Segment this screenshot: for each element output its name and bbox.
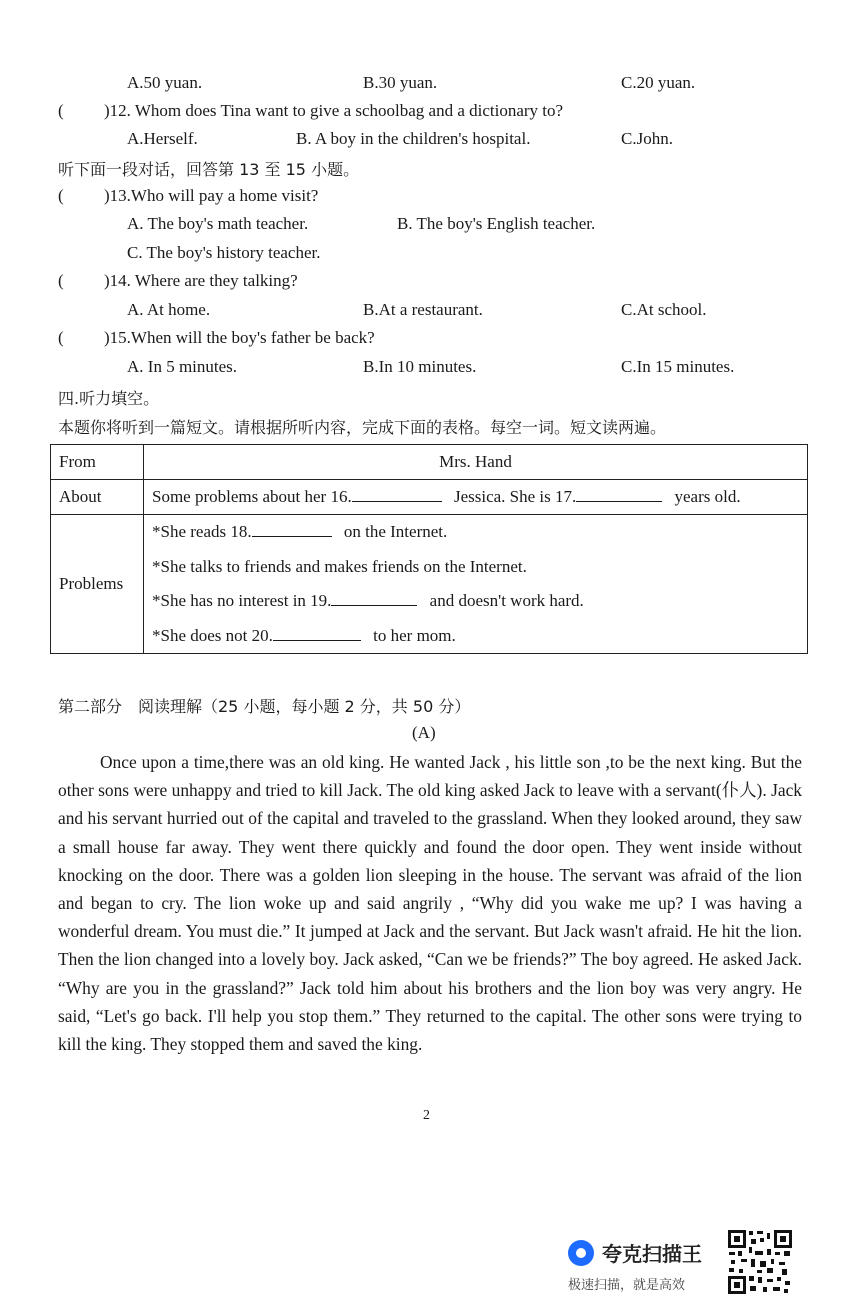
about-text-3: years old. bbox=[674, 487, 741, 506]
q13-option-a: A. The boy's math teacher. bbox=[127, 214, 309, 233]
q12-option-c: C.John. bbox=[621, 129, 673, 148]
problem-item-1 bbox=[152, 515, 799, 550]
problem-item-3 bbox=[152, 584, 799, 619]
blank-16[interactable] bbox=[352, 487, 442, 502]
problem-item-2: *She talks to friends and makes friends on the Internet. bbox=[152, 556, 527, 576]
q11-option-c: C.20 yuan. bbox=[621, 73, 696, 92]
q15-answer-paren: ( bbox=[58, 328, 64, 347]
quark-logo-icon bbox=[568, 1240, 594, 1266]
q12-question: )12. Whom does Tina want to give a schoolbag and a dictionary to? bbox=[104, 101, 564, 120]
listening-table bbox=[50, 444, 808, 654]
problem-1-text-a: *She reads 18. bbox=[152, 522, 252, 541]
table-value-about bbox=[144, 480, 808, 515]
table-label-problems: Problems bbox=[51, 515, 144, 654]
q15-option-a: A. In 5 minutes. bbox=[127, 357, 238, 376]
page-number: 2 bbox=[423, 1108, 430, 1123]
q13-answer-paren: ( bbox=[58, 186, 64, 205]
q15-option-b: B.In 10 minutes. bbox=[363, 357, 477, 376]
q12-option-a: A.Herself. bbox=[127, 129, 198, 148]
q11-option-a: A.50 yuan. bbox=[127, 73, 203, 92]
q14-answer-paren: ( bbox=[58, 271, 64, 290]
q14-option-a: A. At home. bbox=[127, 300, 211, 319]
q15-option-c: C.In 15 minutes. bbox=[621, 357, 735, 376]
instruction-13-15: 听下面一段对话，回答第 13 至 15 小题。 bbox=[58, 160, 360, 179]
q13-question: )13.Who will pay a home visit? bbox=[104, 186, 319, 205]
table-value-problems bbox=[144, 515, 808, 654]
problem-3-text-b: and doesn't work hard. bbox=[429, 591, 584, 610]
q15-question: )15.When will the boy's father be back? bbox=[104, 328, 375, 347]
part2-title: 第二部分 阅读理解（25 小题，每小题 2 分，共 50 分） bbox=[58, 697, 471, 716]
problem-4-text-b: to her mom. bbox=[373, 625, 456, 645]
about-text-1: Some problems about her 16. bbox=[152, 487, 352, 506]
table-value-from: Mrs. Hand bbox=[144, 445, 808, 480]
q14-option-b: B.At a restaurant. bbox=[363, 300, 483, 319]
reading-passage: Once upon a time,there was an old king. He wanted Jack , his little son ,to be the next king. But the other sons were unhappy and tried to kill Jack. The old king asked Jack to leave with a servant(仆人). Jack and his servant hurried out of the capital and traveled to the grassland. When they looked around, they saw a small house far away. They went there quickly and found the door open. They went inside without knocking on the door. There was a golden lion sleeping in the house. The servant was afraid of the lion and began to cry. The lion woke up and said angrily , “Why did you wake me up? I was having a wonderful dream. You must die.” It jumped at Jack and the servant. But Jack wasn't afraid. He hit the lion. Then the lion changed into a lovely boy. Jack asked, “Can we be friends?” The boy agreed. He asked Jack. “Why are you in the grassland?” Jack told him about his brothers and the lion boy was very angry. He said, “Let's go back. I'll help you stop them.” They returned to the capital. The other sons were trying to kill the king. They stopped them and saved the king. bbox=[58, 752, 802, 1055]
q13-option-b: B. The boy's English teacher. bbox=[397, 214, 596, 233]
blank-18[interactable] bbox=[252, 522, 332, 537]
brand-name: 夸克扫描王 bbox=[602, 1242, 702, 1266]
problem-item-4 bbox=[152, 619, 799, 654]
problem-3-text-a: *She has no interest in 19. bbox=[152, 591, 332, 610]
problem-1-text-b: on the Internet. bbox=[343, 522, 448, 541]
problem-4-text-a: *She does not 20. bbox=[152, 625, 273, 645]
q14-question: )14. Where are they talking? bbox=[104, 271, 298, 290]
scanner-brand bbox=[568, 1238, 702, 1267]
q11-option-b: B.30 yuan. bbox=[363, 73, 438, 92]
brand-slogan: 极速扫描，就是高效 bbox=[568, 1278, 686, 1293]
table-label-from: From bbox=[51, 445, 144, 480]
table-label-about: About bbox=[51, 480, 144, 515]
section4-instruction: 本题你将听到一篇短文。请根据所听内容，完成下面的表格。每空一词。短文读两遍。 bbox=[58, 418, 667, 437]
q12-option-b: B. A boy in the children's hospital. bbox=[296, 129, 531, 148]
qr-code-icon bbox=[727, 1229, 793, 1295]
blank-17[interactable] bbox=[576, 487, 662, 502]
q13-option-c: C. The boy's history teacher. bbox=[127, 243, 321, 262]
q14-option-c: C.At school. bbox=[621, 300, 707, 319]
blank-20[interactable] bbox=[273, 626, 361, 641]
passage-label: (A) bbox=[412, 723, 436, 742]
section4-title: 四.听力填空。 bbox=[58, 389, 160, 408]
about-text-2: Jessica. She is 17. bbox=[453, 487, 577, 506]
q12-answer-paren: ( bbox=[58, 101, 64, 120]
blank-19[interactable] bbox=[331, 591, 417, 606]
